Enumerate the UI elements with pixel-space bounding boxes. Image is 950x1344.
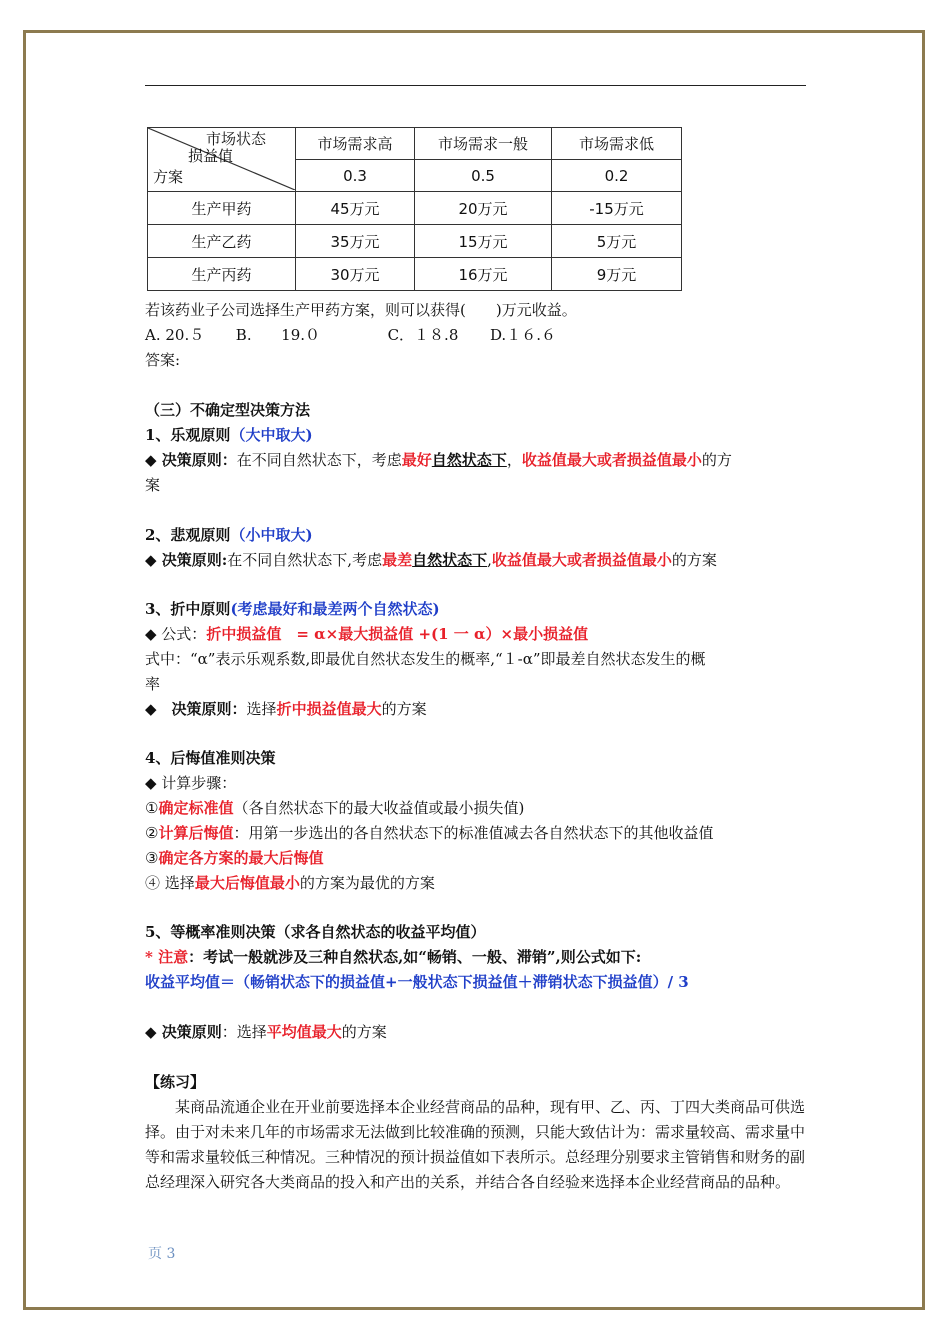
option-d: D.１６.６ — [489, 326, 556, 344]
compromise-note-cont: 率 — [145, 675, 161, 693]
header-mid: 市场需求一般 — [415, 128, 552, 160]
row-label: 生产甲药 — [148, 192, 296, 225]
cell: 45万元 — [296, 192, 415, 225]
option-b-value: 19.０ — [281, 326, 321, 344]
compromise-formula: ◆ 公式：折中损益值 = α×最大损益值 +(1 一 α）×最小损益值 — [145, 625, 589, 643]
question-text: 若该药业子公司选择生产甲药方案，则可以获得( )万元收益。 — [145, 301, 577, 319]
cell: 35万元 — [296, 225, 415, 258]
practice-title: 【练习】 — [145, 1073, 206, 1091]
regret-steps-lead: ◆ 计算步骤： — [145, 774, 237, 792]
corner-label-value: 损益值 — [188, 147, 234, 165]
header-rule — [145, 85, 806, 86]
page-number: 页 3 — [148, 1246, 176, 1262]
equal-prob-rule: ◆ 决策原则：选择平均值最大的方案 — [145, 1023, 387, 1041]
prob-high: 0.3 — [296, 160, 415, 192]
payoff-table — [147, 127, 682, 291]
regret-step-2: ②计算后悔值：用第一步选出的各自然状态下的标准值减去各自然状态下的其他收益值 — [145, 824, 714, 842]
regret-step-4: ④ 选择最大后悔值最小的方案为最优的方案 — [145, 874, 435, 892]
header-high: 市场需求高 — [296, 128, 415, 160]
equal-prob-title: 5、等概率准则决策（求各自然状态的收益平均值） — [145, 923, 486, 941]
table-row — [148, 225, 682, 258]
cell: 9万元 — [552, 258, 682, 291]
compromise-rule: ◆ 决策原则：选择折中损益值最大的方案 — [145, 700, 427, 718]
answer-label: 答案: — [145, 351, 181, 369]
option-c: C．１８.8 — [387, 326, 459, 344]
pessimistic-title: 2、悲观原则（小中取大) — [145, 526, 313, 544]
corner-label-plan: 方案 — [153, 168, 184, 186]
answer-options — [145, 323, 556, 348]
compromise-note: 式中：“α”表示乐观系数,即最优自然状态发生的概率,“１-α”即最差自然状态发生的概 — [145, 650, 706, 668]
optimistic-rule: ◆ 决策原则：在不同自然状态下，考虑最好自然状态下，收益值最大或者损益值最小的方 — [145, 451, 732, 469]
cell: -15万元 — [552, 192, 682, 225]
row-label: 生产丙药 — [148, 258, 296, 291]
cell: 5万元 — [552, 225, 682, 258]
equal-prob-note: * 注意：考试一般就涉及三种自然状态,如“畅销、一般、滞销”,则公式如下: — [145, 948, 642, 966]
cell: 16万元 — [415, 258, 552, 291]
compromise-title: 3、折中原则(考虑最好和最差两个自然状态) — [145, 600, 440, 618]
optimistic-title: 1、乐观原则（大中取大) — [145, 426, 313, 444]
table-row — [148, 258, 682, 291]
table-row — [148, 192, 682, 225]
section-heading: （三）不确定型决策方法 — [145, 401, 311, 419]
cell: 30万元 — [296, 258, 415, 291]
corner-label-market: 市场状态 — [206, 130, 267, 148]
equal-prob-formula: 收益平均值＝（畅销状态下的损益值+一般状态下损益值＋滞销状态下损益值）/ 3 — [145, 973, 689, 991]
pessimistic-rule: ◆ 决策原则:在不同自然状态下,考虑最差自然状态下,收益值最大或者损益值最小的方案 — [145, 551, 717, 569]
prob-low: 0.2 — [552, 160, 682, 192]
option-a: A. 20.５ — [145, 326, 205, 344]
header-low: 市场需求低 — [552, 128, 682, 160]
regret-step-3: ③确定各方案的最大后悔值 — [145, 849, 324, 867]
regret-step-1: ①确定标准值（各自然状态下的最大收益值或最小损失值) — [145, 799, 525, 817]
practice-body: 某商品流通企业在开业前要选择本企业经营商品的品种，现有甲、乙、丙、丁四大类商品可供选择。由于对未来几年的市场需求无法做到比较准确的预测，只能大致估计为：需求量较高、需求量中等和需求量较低三种情况。三种情况的预计损益值如下表所示。总经理分别要求主管销售和财务的副总经理深入研究各大类商品的投入和产出的关系，并结合各自经验来选择本企业经营商品的品种。 — [145, 1098, 806, 1191]
option-b: B. — [235, 326, 252, 344]
optimistic-rule-cont: 案 — [145, 476, 161, 494]
regret-title: 4、后悔值准则决策 — [145, 749, 276, 767]
row-label: 生产乙药 — [148, 225, 296, 258]
cell: 20万元 — [415, 192, 552, 225]
table-corner-cell — [148, 128, 296, 192]
cell: 15万元 — [415, 225, 552, 258]
prob-mid: 0.5 — [415, 160, 552, 192]
